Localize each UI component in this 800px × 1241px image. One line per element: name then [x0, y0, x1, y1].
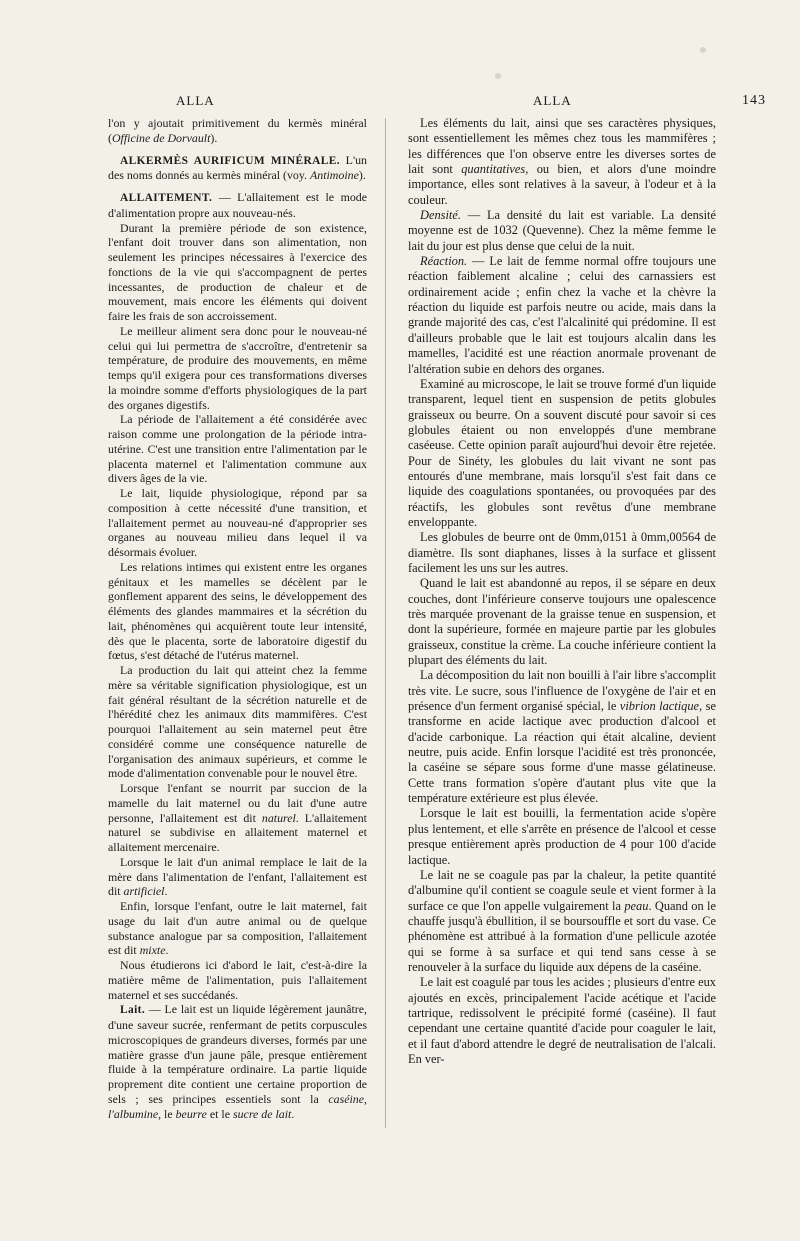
emphasis: naturel — [261, 810, 296, 825]
paragraph: Le lait, liquide physiologique, répond par sa composition à cette nécessité d'une transition, et l'allaitement permet au nouveau-né d'approprier ses organes au nouveau milieu dans lequel il va désormais évoluer. — [108, 486, 367, 559]
text-run: — L'allaitement est le mode d'alimentation propre aux nouveau-nés. — [108, 190, 367, 220]
paragraph — [408, 116, 716, 208]
section-densite — [408, 208, 716, 254]
emphasis: beurre — [175, 1106, 207, 1121]
page-number: 143 — [742, 93, 766, 108]
text-run: ). — [210, 130, 218, 145]
entry-alkermes — [108, 153, 367, 184]
paragraph — [108, 116, 367, 146]
paragraph: Les relations intimes qui existent entre les organes génitaux et les mamelles se décèlent par le gonflement apparent des seins, le développement des éléments des glandes mammaires et la sécrétion du lait, phénomènes qui acquièrent toute leur intensité, dès que le placenta, sorte de laboratoire digestif du fœtus, s'est détaché de l'utérus maternel. — [108, 559, 367, 663]
text-run: . Quand on le chauffe jusqu'à ébullition, il se boursouffle et sort du vase. Ce phénomène est attribué à la formation d'une pellicule azotée qui se forme à sa surface et qui tend sans cesse à se renouveler à la surface du liquide aux dépens de la caséine. — [408, 898, 716, 974]
emphasis: l'albumine — [108, 1106, 159, 1121]
text-run: . — [165, 943, 169, 958]
paper-speck — [495, 73, 501, 79]
paragraph — [108, 855, 367, 899]
text-run: et le — [206, 1106, 233, 1121]
paragraph — [408, 868, 716, 975]
paragraph: Durant la première période de son existence, l'enfant doit trouver dans son alimentation, non seulement les principes nécessaires à l'exercice des fonctions de la vie qui s'accompagnent de pertes incessantes, de production de chaleur et de mouvement, mais encore les éléments qui doivent faire les frais de son accroissement. — [108, 220, 367, 323]
emphasis: caséine — [328, 1091, 365, 1106]
entry-term: ALLAITEMENT. — [120, 192, 213, 204]
emphasis: mixte — [139, 943, 166, 958]
text-run: Lorsque le lait d'un animal remplace le lait de la mère dans l'alimentation de l'enfant, l'allaitement est dit — [108, 854, 367, 899]
paragraph — [108, 899, 367, 958]
text-run: — Le lait de femme normal offre toujours une réaction faiblement alcaline ; celui des carnassiers est ordinairement acide ; enfin chez la vache et la chèvre la réaction du liquide est parfois neutre ou acide, mais dans la grande majorité des cas, c'est l'alcalinité qui prédomine. Il est d'ailleurs probable que le lait est toujours alcalin dans les mamelles, l'acidité est une réaction anormale provenant de l'altération subie en dehors des organes. — [408, 254, 716, 376]
cross-reference: Antimoine — [309, 168, 359, 183]
column-divider — [385, 118, 386, 1128]
section-reaction — [408, 254, 716, 377]
paragraph: Lorsque le lait est bouilli, la fermentation acide s'opère plus lentement, et elle s'arrête en présence de l'alcool et cesse presque entièrement après production de 4 pour 100 d'acide lactique. — [408, 806, 716, 867]
right-column — [408, 116, 716, 1067]
text-run: , le — [158, 1106, 176, 1121]
text-run: Le lait ne se coagule pas par la chaleur, la petite quantité d'albumine qu'il contient se coagule seule et vient former à la surface ce que l'on appelle vulgairement la — [408, 867, 716, 913]
paragraph: Examiné au microscope, le lait se trouve formé d'un liquide transparent, lequel tient en suspension de petits globules graisseux ou beurre. On a souvent discuté pour savoir si ces globules étaient ou non enveloppés d'une membrane caséeuse. Cette opinion paraît aujourd'hui devoir être rejetée. Pour de Sinéty, les globules du lait vivant ne sont pas entourés d'une membrane, mais lorsqu'il s'est fait dans ce liquide des coagulations spontanées, ou provoquées par des réactifs, les globules sont revêtus d'une membrane enveloppante. — [408, 376, 716, 529]
left-running-title: ALLA — [176, 93, 215, 108]
emphasis: peau — [624, 898, 649, 913]
text-run: . — [164, 884, 168, 899]
paragraph: Nous étudierons ici d'abord le lait, c'est-à-dire la matière même de l'alimentation, puis l'allaitement maternel et ses succédanés. — [108, 958, 367, 1002]
text-run: — Le lait est un liquide légèrement jaunâtre, d'une saveur sucrée, renfermant de petits corpuscules microscopiques de grandeurs diverses, formés par une matière grasse d'un jaune pâle, presque entièrement fluide à la température ordinaire. La partie liquide proprement dite contient une certaine proportion de sels ; ses principes essentiels sont la — [108, 1002, 367, 1106]
emphasis: sucre de lait — [232, 1106, 292, 1121]
section-heading: Densité. — [420, 208, 461, 223]
paragraph: La production du lait qui atteint chez la femme mère sa véritable signification physiologique, est un fait général résultant de la sécrétion naturelle et de l'hérédité chez les animaux dits mammifères. C'est pourquoi l'allaitement au sein maternel peut être considéré comme une conséquence naturelle de l'organisation des animaux supérieurs, et comme le mode d'alimentation convenable pour le nouvel être. — [108, 663, 367, 781]
paper-speck — [700, 47, 706, 53]
paragraph: Les globules de beurre ont de 0mm,0151 à 0mm,00564 de diamètre. Ils sont diaphanes, lisses à la surface et glissent facilement les uns sur les autres. — [408, 530, 716, 575]
entry-lait — [108, 1002, 367, 1121]
text-run: Lorsque l'enfant se nourrit par succion de la mamelle du lait maternel ou du lait d'une autre personne, l'allaitement est dit — [108, 781, 367, 825]
text-run: , se transforme en acide lactique avec production d'alcool et d'acide carbonique. La réaction qui était alcaline, devient neutre, puis acide. Enfin lorsque l'acidité est très prononcée, la caséine se sépare sous forme d'une masse gélatineuse. Cette trans formation s'opère d'autant plus vite que la température extérieure est plus élevée. — [408, 699, 716, 806]
source-reference: Officine de Dorvault — [111, 130, 211, 145]
emphasis: artificiel — [123, 884, 165, 899]
text-run: ). — [358, 168, 366, 183]
entry-term: ALKERMÈS AURIFICUM MINÉRALE. — [120, 154, 341, 167]
text-run: L'un des noms donnés au kermès minéral (voy. — [108, 152, 367, 183]
emphasis: vibrion lactique — [619, 699, 700, 714]
entry-term: Lait. — [120, 1004, 146, 1017]
text-run: — La densité du lait est variable. La densité moyenne est de 1032 (Quevenne). Chez la même femme le lait du jour est plus dense que celui de la nuit. — [408, 208, 716, 253]
emphasis: quantitatives — [461, 162, 526, 177]
text-run: , — [364, 1091, 367, 1106]
running-header — [0, 93, 800, 113]
paragraph: Le lait est coagulé par tous les acides ; plusieurs d'entre eux ajoutés en excès, principalement l'acide acétique et l'acide tartrique, redissolvent le précipité formé (caséine). Il faut cependant une certaine quantité d'acide pour coaguler le lait, et il faut d'abord attendre le degré de neutralisation de l'alcali. En ver- — [408, 975, 716, 1066]
text-run: Enfin, lorsque l'enfant, outre le lait maternel, fait usage du lait d'un autre animal ou de quelque substance analogue par sa composition, l'allaitement est dit — [108, 899, 367, 958]
text-run: La décomposition du lait non bouilli à l'air libre s'accomplit très vite. Le sucre, sous l'influence de l'oxygène de l'air et en présence d'un ferment organisé spécial, le — [408, 668, 716, 714]
text-run: . L'allaitement naturel se subdivise en allaitement maternel et allaitement mercenaire. — [108, 810, 367, 854]
text-run: , ou bien, et alors d'une moindre importance, elles sont relatives à la saveur, à l'odeur et à la couleur. — [408, 162, 716, 207]
paragraph — [108, 781, 367, 855]
paragraph: Quand le lait est abandonné au repos, il se sépare en deux couches, dont l'inférieure conserve toujours une opalescence très marquée provenant de la graisse tenue en suspension, et dont la supérieure, formée en majeure partie par les globules graisseux, constitue la crème. La couche inférieure contient la plupart des éléments du lait. — [408, 576, 716, 668]
entry-allaitement — [108, 190, 367, 221]
paragraph — [408, 668, 716, 806]
text-run: Les éléments du lait, ainsi que ses caractères physiques, sont essentiellement les mêmes chez tous les mammifères ; les différences que l'on observe entre les diverses sortes de lait sont — [408, 116, 716, 177]
text-run: . — [291, 1106, 295, 1121]
paragraph: Le meilleur aliment sera donc pour le nouveau-né celui qui lui permettra de s'accroître, d'entretenir sa température, de produire des mouvements, en même temps qu'il exigera pour ces transformations diverses la moindre somme d'efforts physiologiques de la part des organes digestifs. — [108, 323, 367, 412]
text-run: l'on y ajoutait primitivement du kermès minéral ( — [108, 116, 367, 145]
paragraph: La période de l'allaitement a été considérée avec raison comme une prolongation de la période intra-utérine. C'est une transition entre l'alimentation par le placenta maternel et l'alimentation commune aux divers âges de la vie. — [108, 412, 367, 486]
section-heading: Réaction. — [420, 254, 468, 269]
left-column — [108, 116, 367, 1121]
right-running-title: ALLA — [533, 93, 572, 108]
